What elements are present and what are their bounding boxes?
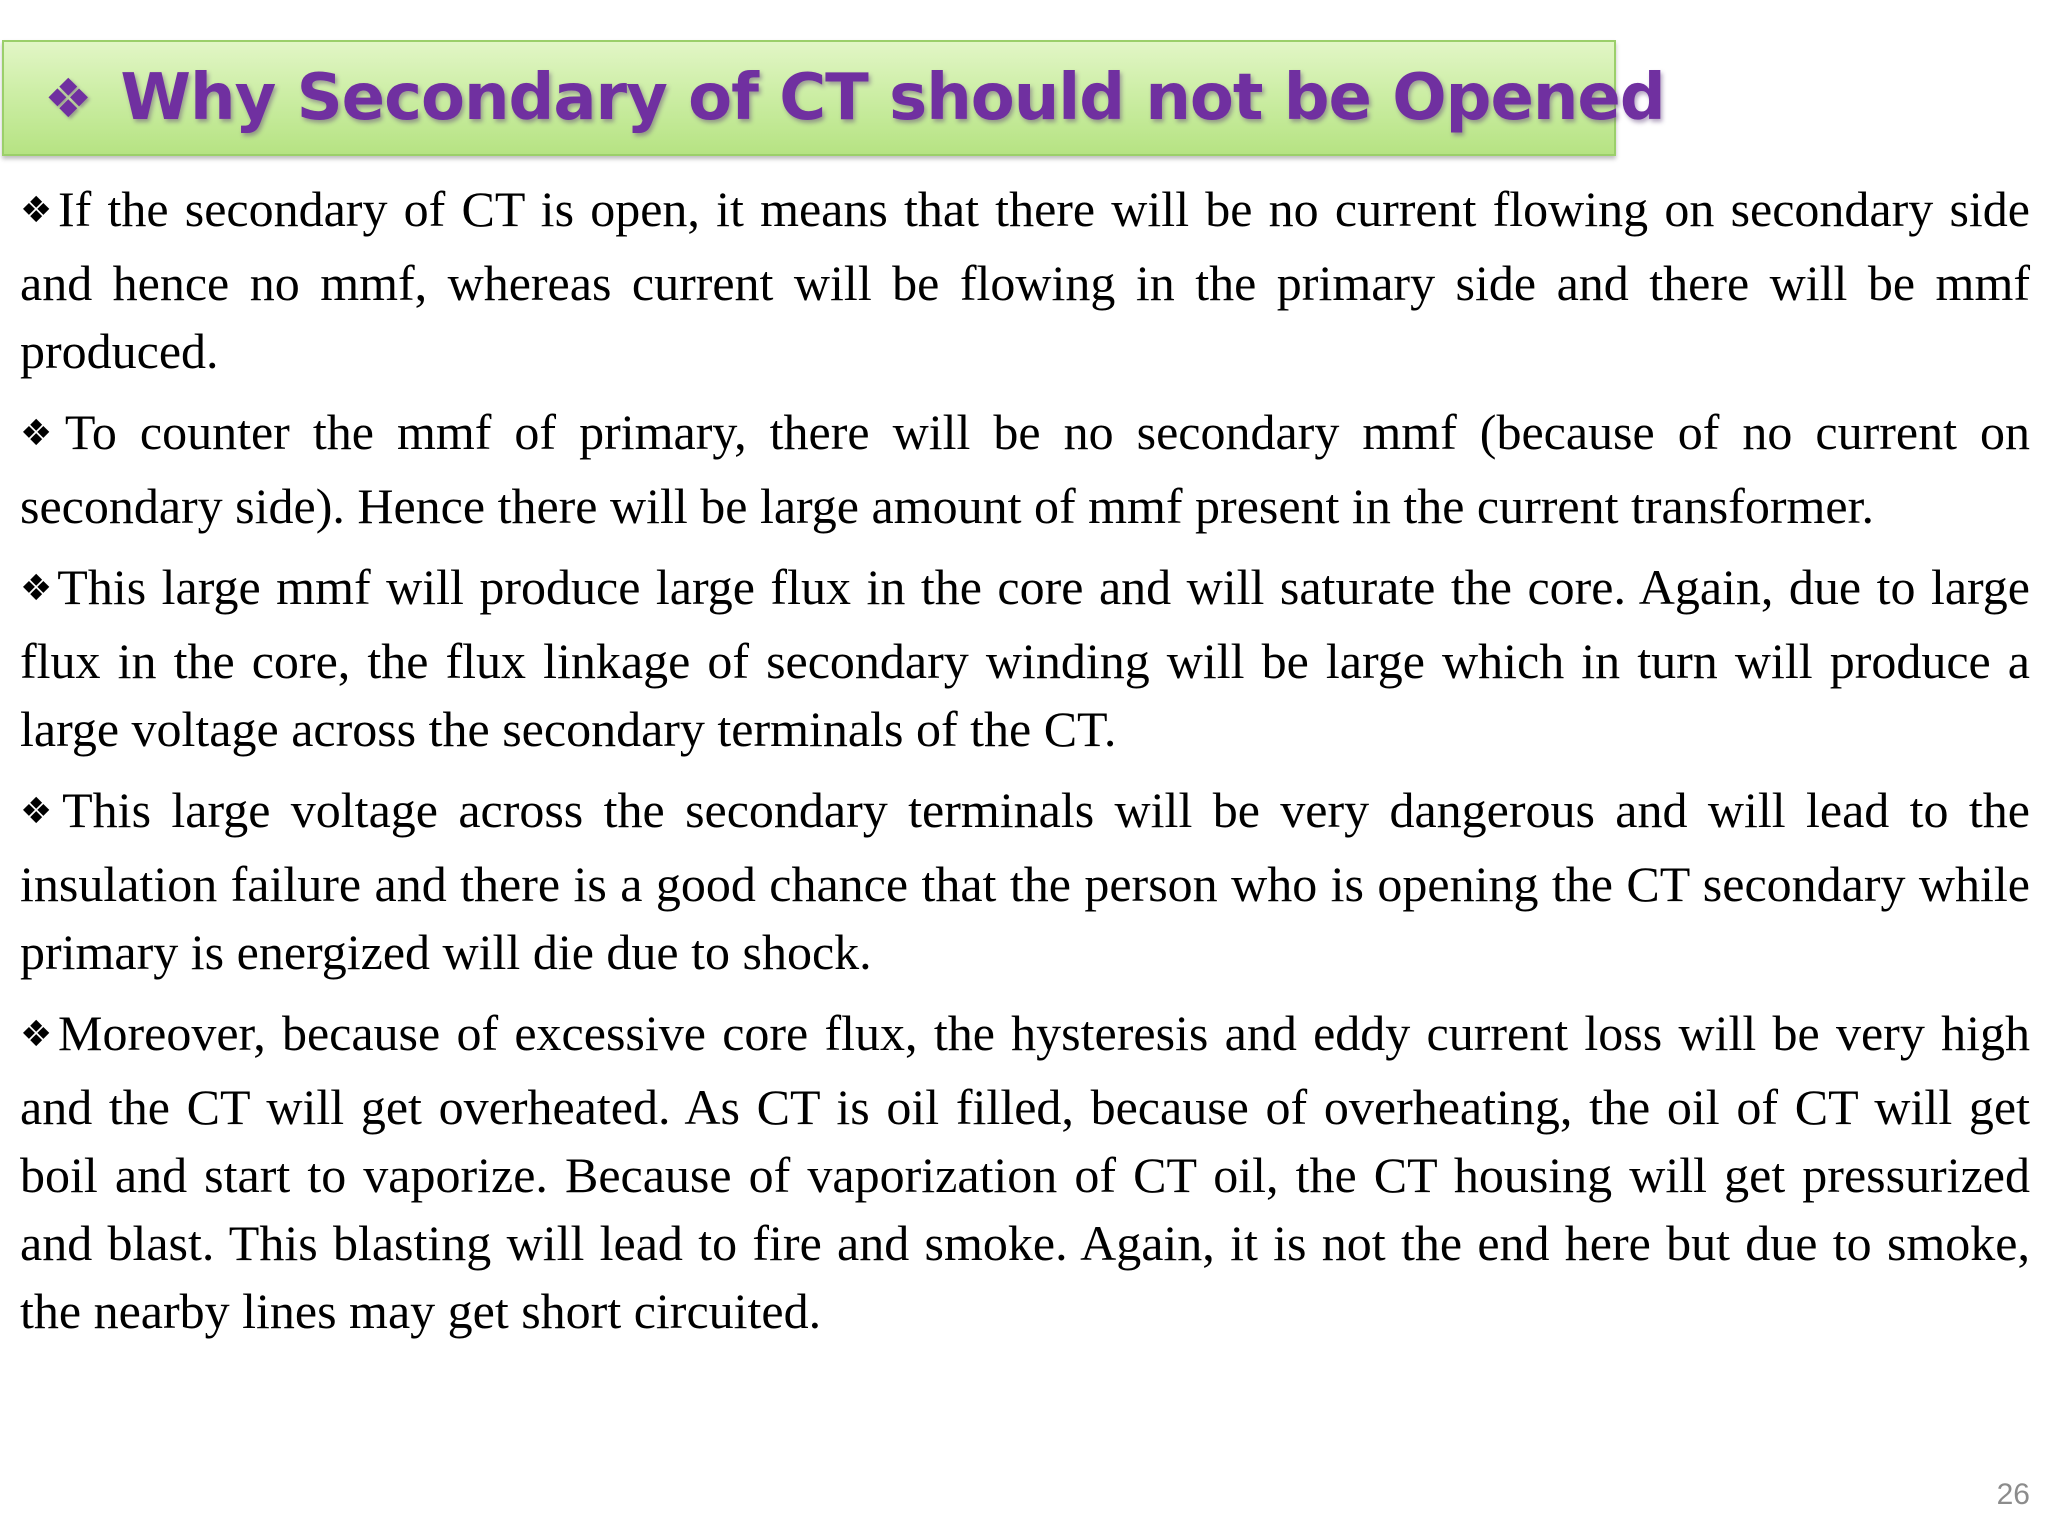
- paragraph-counter-mmf: [20, 398, 2030, 540]
- slide-body: [20, 175, 2030, 1358]
- diamond-bullet-icon: ❖: [20, 1014, 57, 1055]
- page-number: 26: [1996, 1478, 2030, 1511]
- paragraph-danger: [20, 776, 2030, 986]
- diamond-bullet-icon: ❖: [44, 66, 93, 130]
- paragraph-overheating: [20, 999, 2030, 1345]
- paragraph-text: To counter the mmf of primary, there will be no secondary mmf (because of no current on secondary side). Hence there will be large amount of mmf present in the current transformer.: [20, 404, 2030, 534]
- paragraph-core-saturation: [20, 553, 2030, 763]
- paragraph-text: Moreover, because of excessive core flux, the hysteresis and eddy current loss will be very high and the CT will get overheated. As CT is oil filled, because of overheating, the oil of CT will get boil and start to vaporize. Because of vaporization of CT oil, the CT housing will get pressurized and blast. This blasting will lead to fire and smoke. Again, it is not the end here but due to smoke, the nearby lines may get short circuited.: [20, 1005, 2030, 1339]
- paragraph-text: This large voltage across the secondary terminals will be very dangerous and will lead to the insulation failure and there is a good chance that the person who is opening the CT secondary while primary is energized will die due to shock.: [20, 782, 2030, 980]
- diamond-bullet-icon: ❖: [20, 791, 61, 832]
- diamond-bullet-icon: ❖: [20, 190, 56, 231]
- slide-title: Why Secondary of CT should not be Opened: [120, 61, 1665, 135]
- paragraph-open-secondary: [20, 175, 2030, 385]
- diamond-bullet-icon: ❖: [20, 568, 56, 609]
- title-banner: [2, 40, 1665, 156]
- paragraph-text: If the secondary of CT is open, it means that there will be no current flowing on secondary side and hence no mmf, whereas current will be flowing in the primary side and there will be mmf produced.: [20, 181, 2031, 379]
- diamond-bullet-icon: ❖: [20, 413, 63, 454]
- paragraph-text: This large mmf will produce large flux in the core and will saturate the core. Again, due to large flux in the core, the flux linkage of secondary winding will be large which in turn will produce a large voltage across the secondary terminals of the CT.: [20, 559, 2030, 757]
